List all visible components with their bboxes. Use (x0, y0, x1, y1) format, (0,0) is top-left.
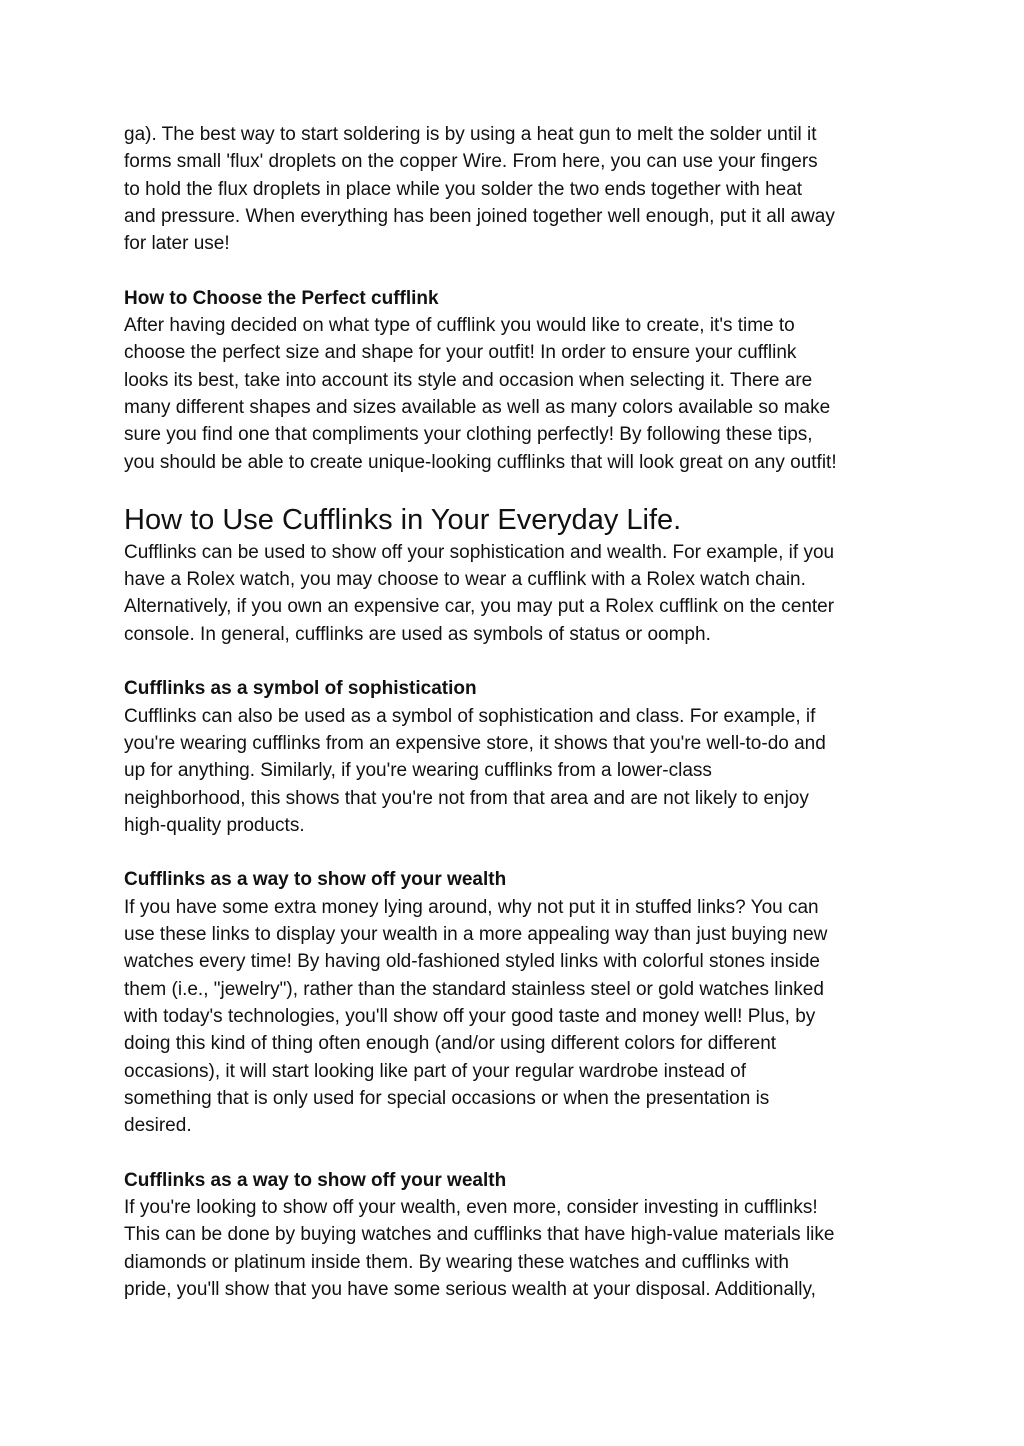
text-line: to hold the flux droplets in place while you solder the two ends together with heat (124, 178, 803, 200)
document-page (124, 121, 914, 1303)
text-line: Cufflinks can also be used as a symbol of sophistication and class. For example, if (124, 705, 816, 727)
section-heading-choose: How to Choose the Perfect cufflink (124, 287, 439, 309)
text-line: something that is only used for special occasions or when the presentation is (124, 1087, 770, 1109)
text-line: Alternatively, if you own an expensive car, you may put a Rolex cufflink on the center (124, 596, 835, 618)
text-line: console. In general, cufflinks are used as symbols of status or oomph. (124, 623, 711, 645)
text-line: with today's technologies, you'll show off your good taste and money well! Plus, by (124, 1005, 816, 1027)
text-line: have a Rolex watch, you may choose to wear a cufflink with a Rolex watch chain. (124, 569, 806, 591)
text-line: If you have some extra money lying around, why not put it in stuffed links? You can (124, 896, 819, 918)
text-line: This can be done by buying watches and cufflinks that have high-value materials like (124, 1224, 835, 1246)
choose-paragraph (124, 312, 914, 476)
text-line: occasions), it will start looking like part of your regular wardrobe instead of (124, 1060, 747, 1082)
text-line: forms small 'flux' droplets on the copper Wire. From here, you can use your fingers (124, 151, 818, 173)
text-line: you're wearing cufflinks from an expensive store, it shows that you're well-to-do and (124, 732, 826, 754)
text-line: desired. (124, 1115, 192, 1137)
text-line: many different shapes and sizes available as well as many colors available so make (124, 396, 831, 418)
text-line: ga). The best way to start soldering is by using a heat gun to melt the solder until it (124, 124, 817, 145)
text-line: sure you find one that compliments your clothing perfectly! By following these tips, (124, 424, 813, 446)
intro-paragraph (124, 121, 914, 257)
sophistication-paragraph (124, 703, 914, 839)
text-line: diamonds or platinum inside them. By wearing these watches and cufflinks with (124, 1251, 789, 1273)
text-line: choose the perfect size and shape for your outfit! In order to ensure your cufflink (124, 342, 797, 364)
section-heading-wealth-2: Cufflinks as a way to show off your wealth (124, 1169, 507, 1191)
text-line: If you're looking to show off your wealth, even more, consider investing in cufflinks! (124, 1196, 818, 1218)
section-heading-sophistication: Cufflinks as a symbol of sophistication (124, 678, 477, 700)
text-line: up for anything. Similarly, if you're wearing cufflinks from a lower-class (124, 760, 712, 782)
text-line: you should be able to create unique-looking cufflinks that will look great on any outfit! (124, 451, 837, 473)
text-line: for later use! (124, 233, 230, 255)
section-title-use: How to Use Cufflinks in Your Everyday Life. (124, 503, 682, 536)
section-heading-wealth-1: Cufflinks as a way to show off your wealth (124, 869, 507, 891)
text-line: After having decided on what type of cufflink you would like to create, it's time to (124, 315, 795, 337)
text-line: neighborhood, this shows that you're not from that area and are not likely to enjoy (124, 787, 809, 809)
text-line: high-quality products. (124, 814, 305, 836)
use-paragraph (124, 539, 914, 648)
text-line: them (i.e., "jewelry"), rather than the standard stainless steel or gold watches linked (124, 978, 824, 1000)
text-line: watches every time! By having old-fashioned styled links with colorful stones inside (124, 951, 820, 973)
wealth-2-paragraph (124, 1194, 914, 1303)
text-line: doing this kind of thing often enough (and/or using different colors for different (124, 1033, 777, 1055)
text-line: and pressure. When everything has been joined together well enough, put it all away (124, 205, 835, 227)
wealth-1-paragraph (124, 894, 914, 1140)
text-line: pride, you'll show that you have some serious wealth at your disposal. Additionally, (124, 1278, 816, 1300)
text-line: Cufflinks can be used to show off your sophistication and wealth. For example, if you (124, 541, 835, 563)
text-line: use these links to display your wealth in a more appealing way than just buying new (124, 924, 828, 946)
text-line: looks its best, take into account its style and occasion when selecting it. There are (124, 369, 813, 391)
